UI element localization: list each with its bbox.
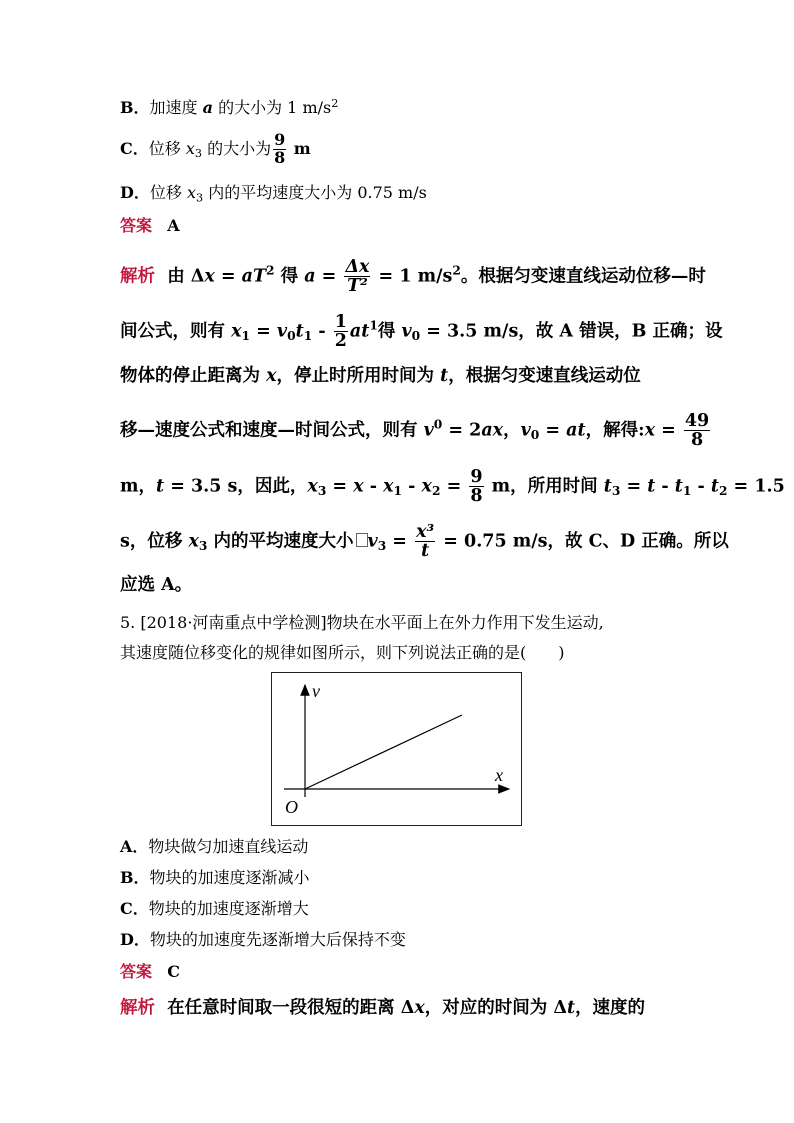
q5-solution-line-1: 解析 在任意时间取一段很短的距离 Δx，对应的时间为 Δt，速度的: [120, 998, 646, 1018]
fraction: $\frac{49}{8}$: [684, 411, 710, 451]
solution-label: 解析: [120, 998, 155, 1018]
solution-label: 解析: [120, 266, 155, 287]
solution-line-7: 应选 A。: [120, 575, 193, 595]
data-line: [305, 715, 462, 789]
velocity-displacement-graph: [271, 672, 522, 826]
q5-answer-line: [120, 962, 180, 982]
answer-label: 答案: [120, 962, 153, 981]
q5-option-b: B．物块的加速度逐渐减小: [120, 868, 310, 887]
q5-option-a: A．物块做匀加速直线运动: [120, 837, 309, 856]
solution-line-5: m，t = 3.5 s，因此，$x_3 = x - x_1 - x_2$ = $\frac{9}{8}$ m，所用时间 $t_3 = t - t_1 - t_2 = 1.5$: [120, 467, 785, 507]
question-5-line-1: 5. [2018·河南重点中学检测]物块在水平面上在外力作用下发生运动,: [120, 613, 604, 632]
solution-line-3: 物体的停止距离为 x，停止时所用时间为 t，根据匀变速直线运动位: [120, 366, 641, 386]
option-b: B．加速度 a 的大小为 1 $m/s^2$: [120, 96, 339, 117]
v-axis-label: v: [312, 681, 320, 701]
answer-line: [120, 216, 180, 236]
question-5-line-2: 其速度随位移变化的规律如图所示，则下列说法正确的是( ): [120, 643, 565, 662]
fraction: $\frac{\text{x³}}{t}$: [416, 522, 435, 562]
solution-line-1: 解析 由 $\Delta x = aT^2$ 得 a = $\frac{\Delta x}{\text{T²}}$ = 1 $m/s^2$。根据匀变速直线运动位移—时: [120, 257, 706, 297]
x-axis-label: x: [495, 765, 503, 785]
origin-label: O: [285, 797, 298, 817]
solution-line-2: 间公式，则有 $x_1 = v_0t_1$ - $\frac{1}{2}$ $at^1$得 $v_0 = 3.5$ m/s，故 A 错误，B 正确；设: [120, 312, 723, 352]
missing-glyph-box: [356, 533, 368, 547]
option-d: D．位移 $x_3$ 内的平均速度大小为 0.75 m/s: [120, 183, 427, 205]
q5-option-c: C．物块的加速度逐渐增大: [120, 899, 309, 918]
solution-line-4: 移—速度公式和速度—时间公式，则有 $v^0 = 2ax$，$v_0$ = at，解得:x = $\frac{49}{8}$: [120, 411, 710, 451]
answer-label: 答案: [120, 216, 153, 235]
graph-svg: [272, 673, 521, 825]
fraction: $\frac{9}{8}$: [470, 467, 483, 507]
fraction: $\frac{9}{8}$: [274, 130, 286, 167]
fraction: $\frac{\Delta x}{\text{T²}}$: [345, 257, 370, 297]
option-c: C．位移 $x_3$ 的大小为 $\frac{9}{8}$ m: [120, 130, 311, 167]
q5-option-d: D．物块的加速度先逐渐增大后保持不变: [120, 930, 406, 949]
fraction: $\frac{1}{2}$: [334, 312, 347, 352]
answer-value: A: [167, 216, 180, 235]
solution-line-6: s，位移 $x_3$ 内的平均速度大小 $v_3$ = $\frac{\text{x³}}{t}$ = 0.75 m/s，故 C、D 正确。所以: [120, 522, 729, 562]
answer-value: C: [167, 962, 181, 981]
